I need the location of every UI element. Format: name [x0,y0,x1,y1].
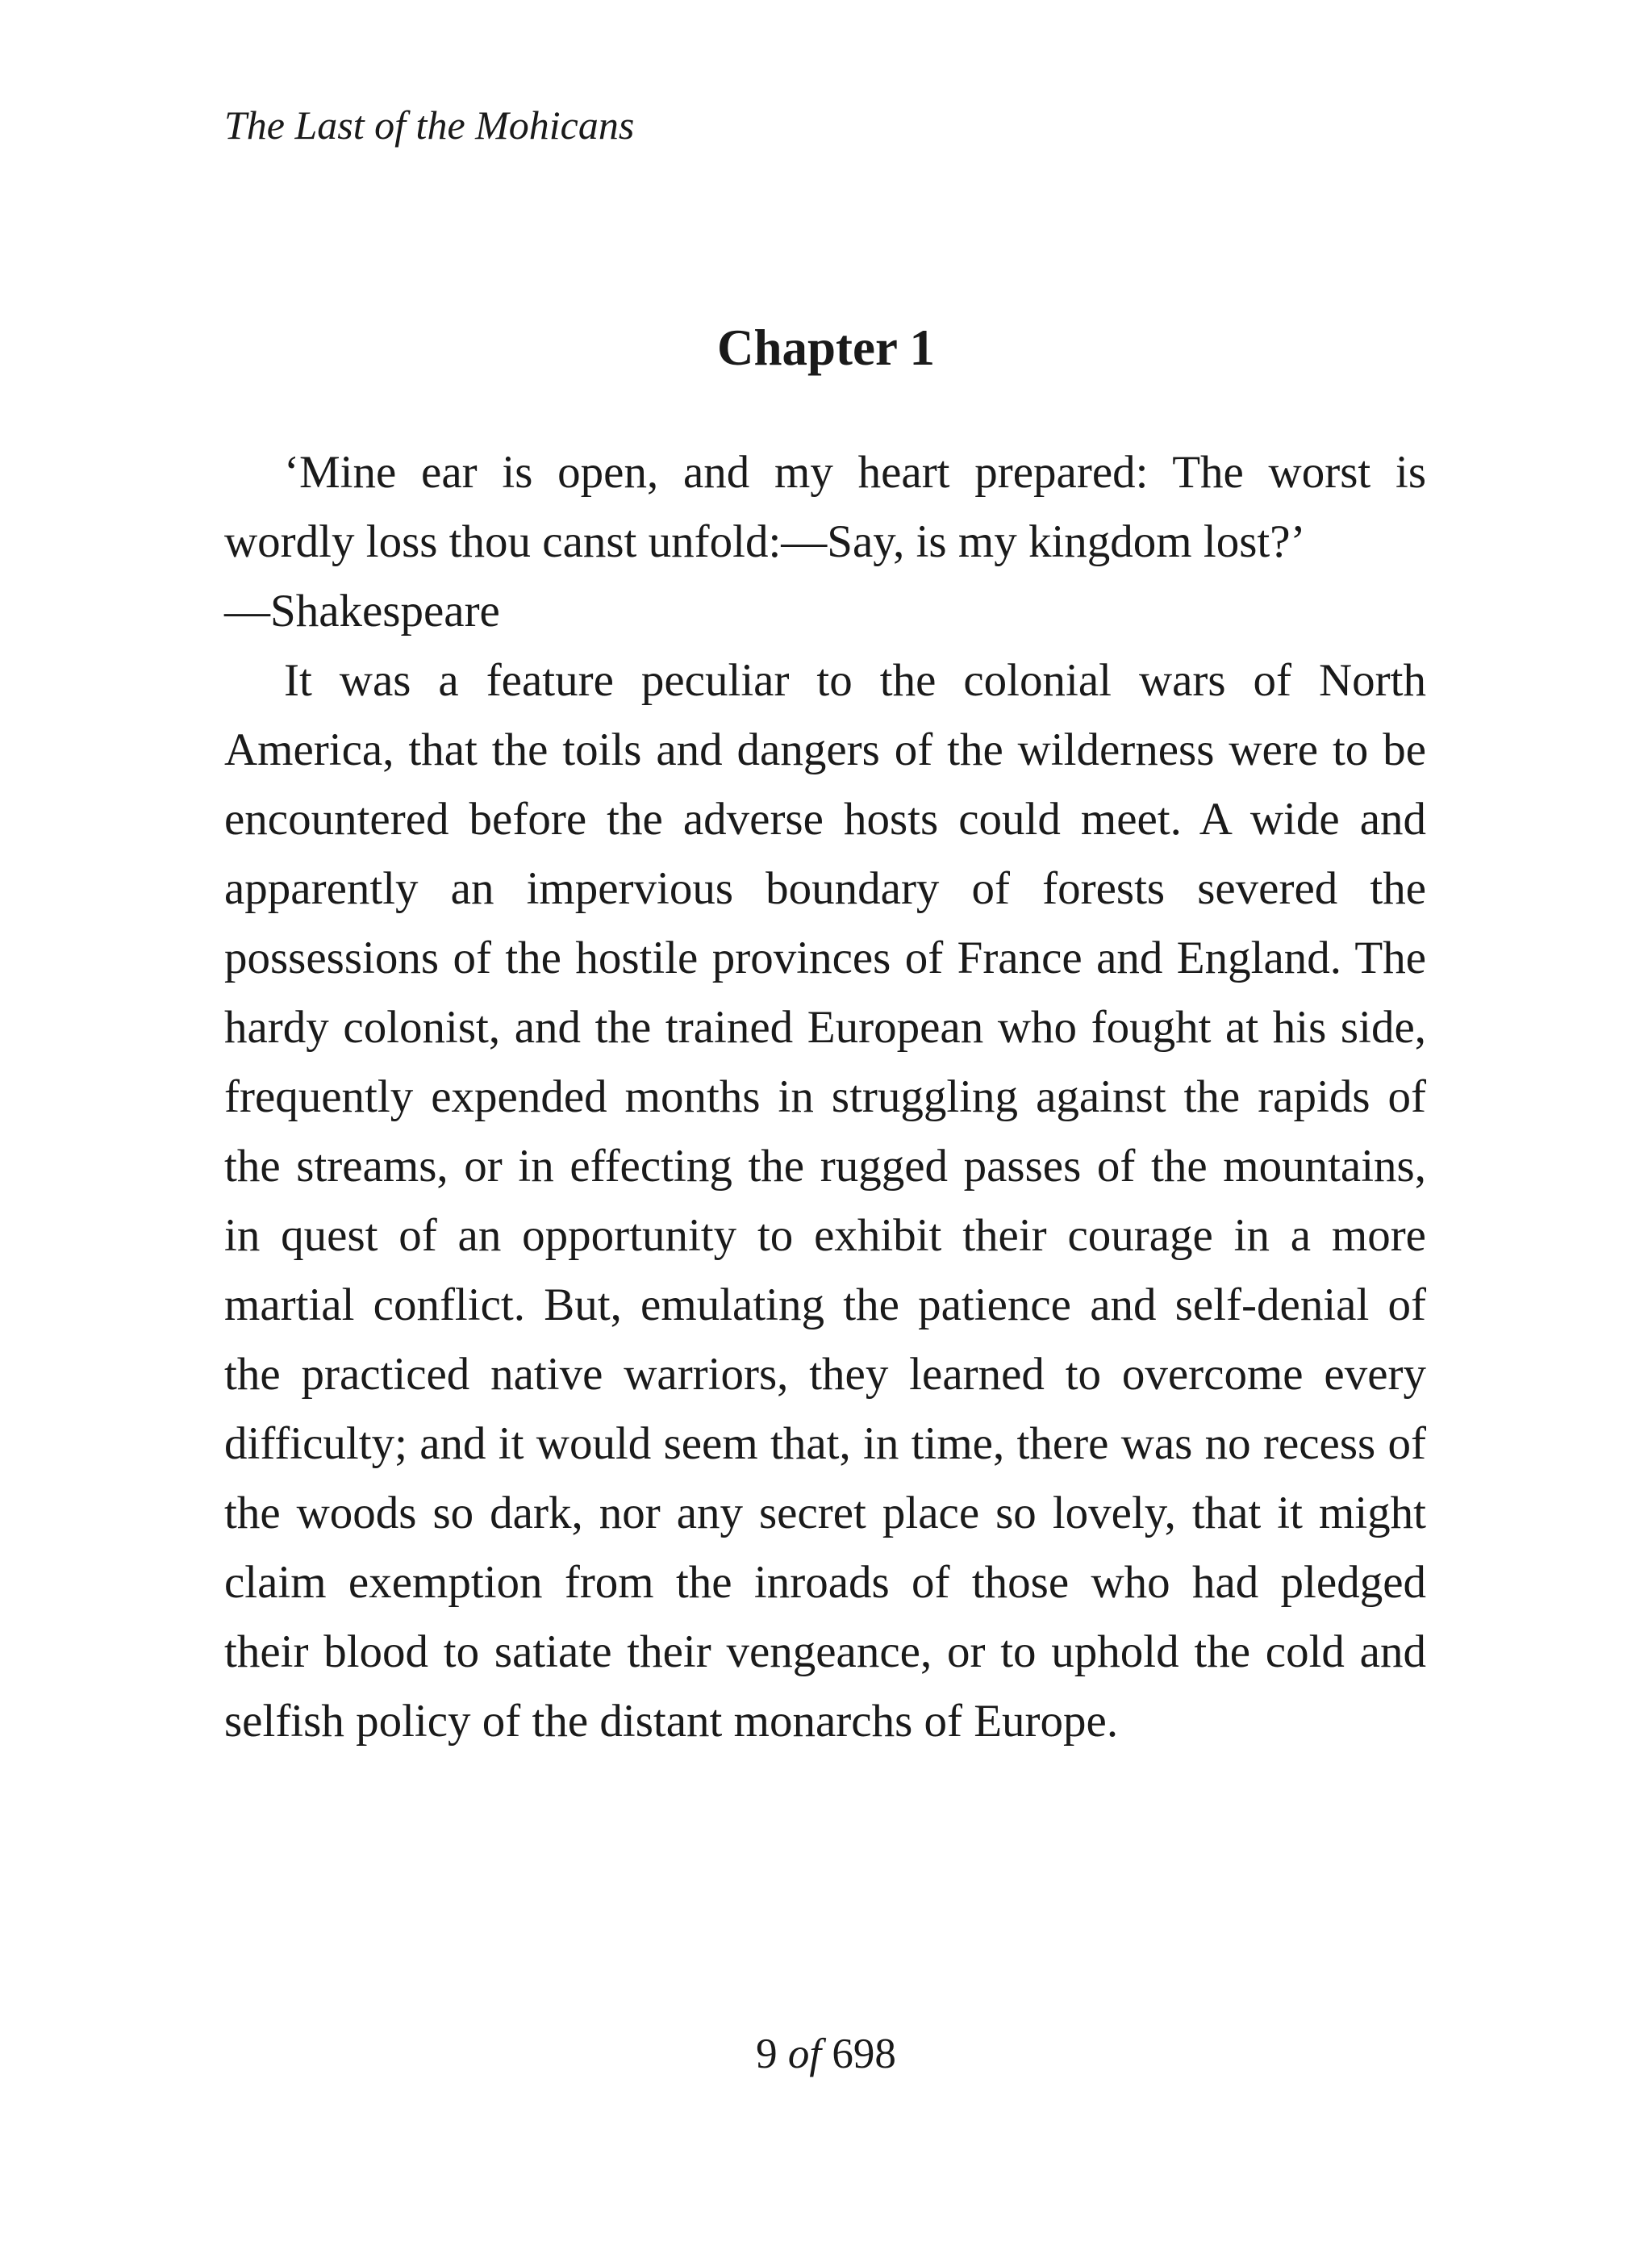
page-number-separator: of [787,2031,822,2077]
body-paragraph: It was a feature peculiar to the colonial wars of North America, that the toils and dangers of the wilderness were to be encountered before the adverse hosts could meet. A wide and apparently an impervious boundary of forests severed the possessions of the hostile provinces of France and England. The hardy colonist, and the trained European who fought at his side, frequently expended months in struggling against the rapids of the streams, or in effecting the rugged passes of the mountains, in quest of an opportunity to exhibit their courage in a more martial conflict. But, emulating the patience and self-denial of the practiced native warriors, they learned to overcome every difficulty; and it would seem that, in time, there was no recess of the woods so dark, nor any secret place so lovely, that it might claim exemption from the inroads of those who had pledged their blood to satiate their vengeance, or to uphold the cold and selfish policy of the distant monarchs of Europe. [224,655,1426,1747]
page-number [0,2033,1652,2076]
epigraph-attribution: —Shakespeare [224,586,500,637]
page-number-current: 9 [756,2031,778,2077]
page-number-total: 698 [832,2031,896,2077]
chapter-body [224,438,1426,1756]
running-head: The Last of the Mohicans [224,102,635,148]
epigraph-quote: ‘Mine ear is open, and my heart prepared: The worst is wordly loss thou canst unfold:—Say, is my kingdom lost?’ [224,447,1426,567]
chapter-title: Chapter 1 [716,319,936,376]
